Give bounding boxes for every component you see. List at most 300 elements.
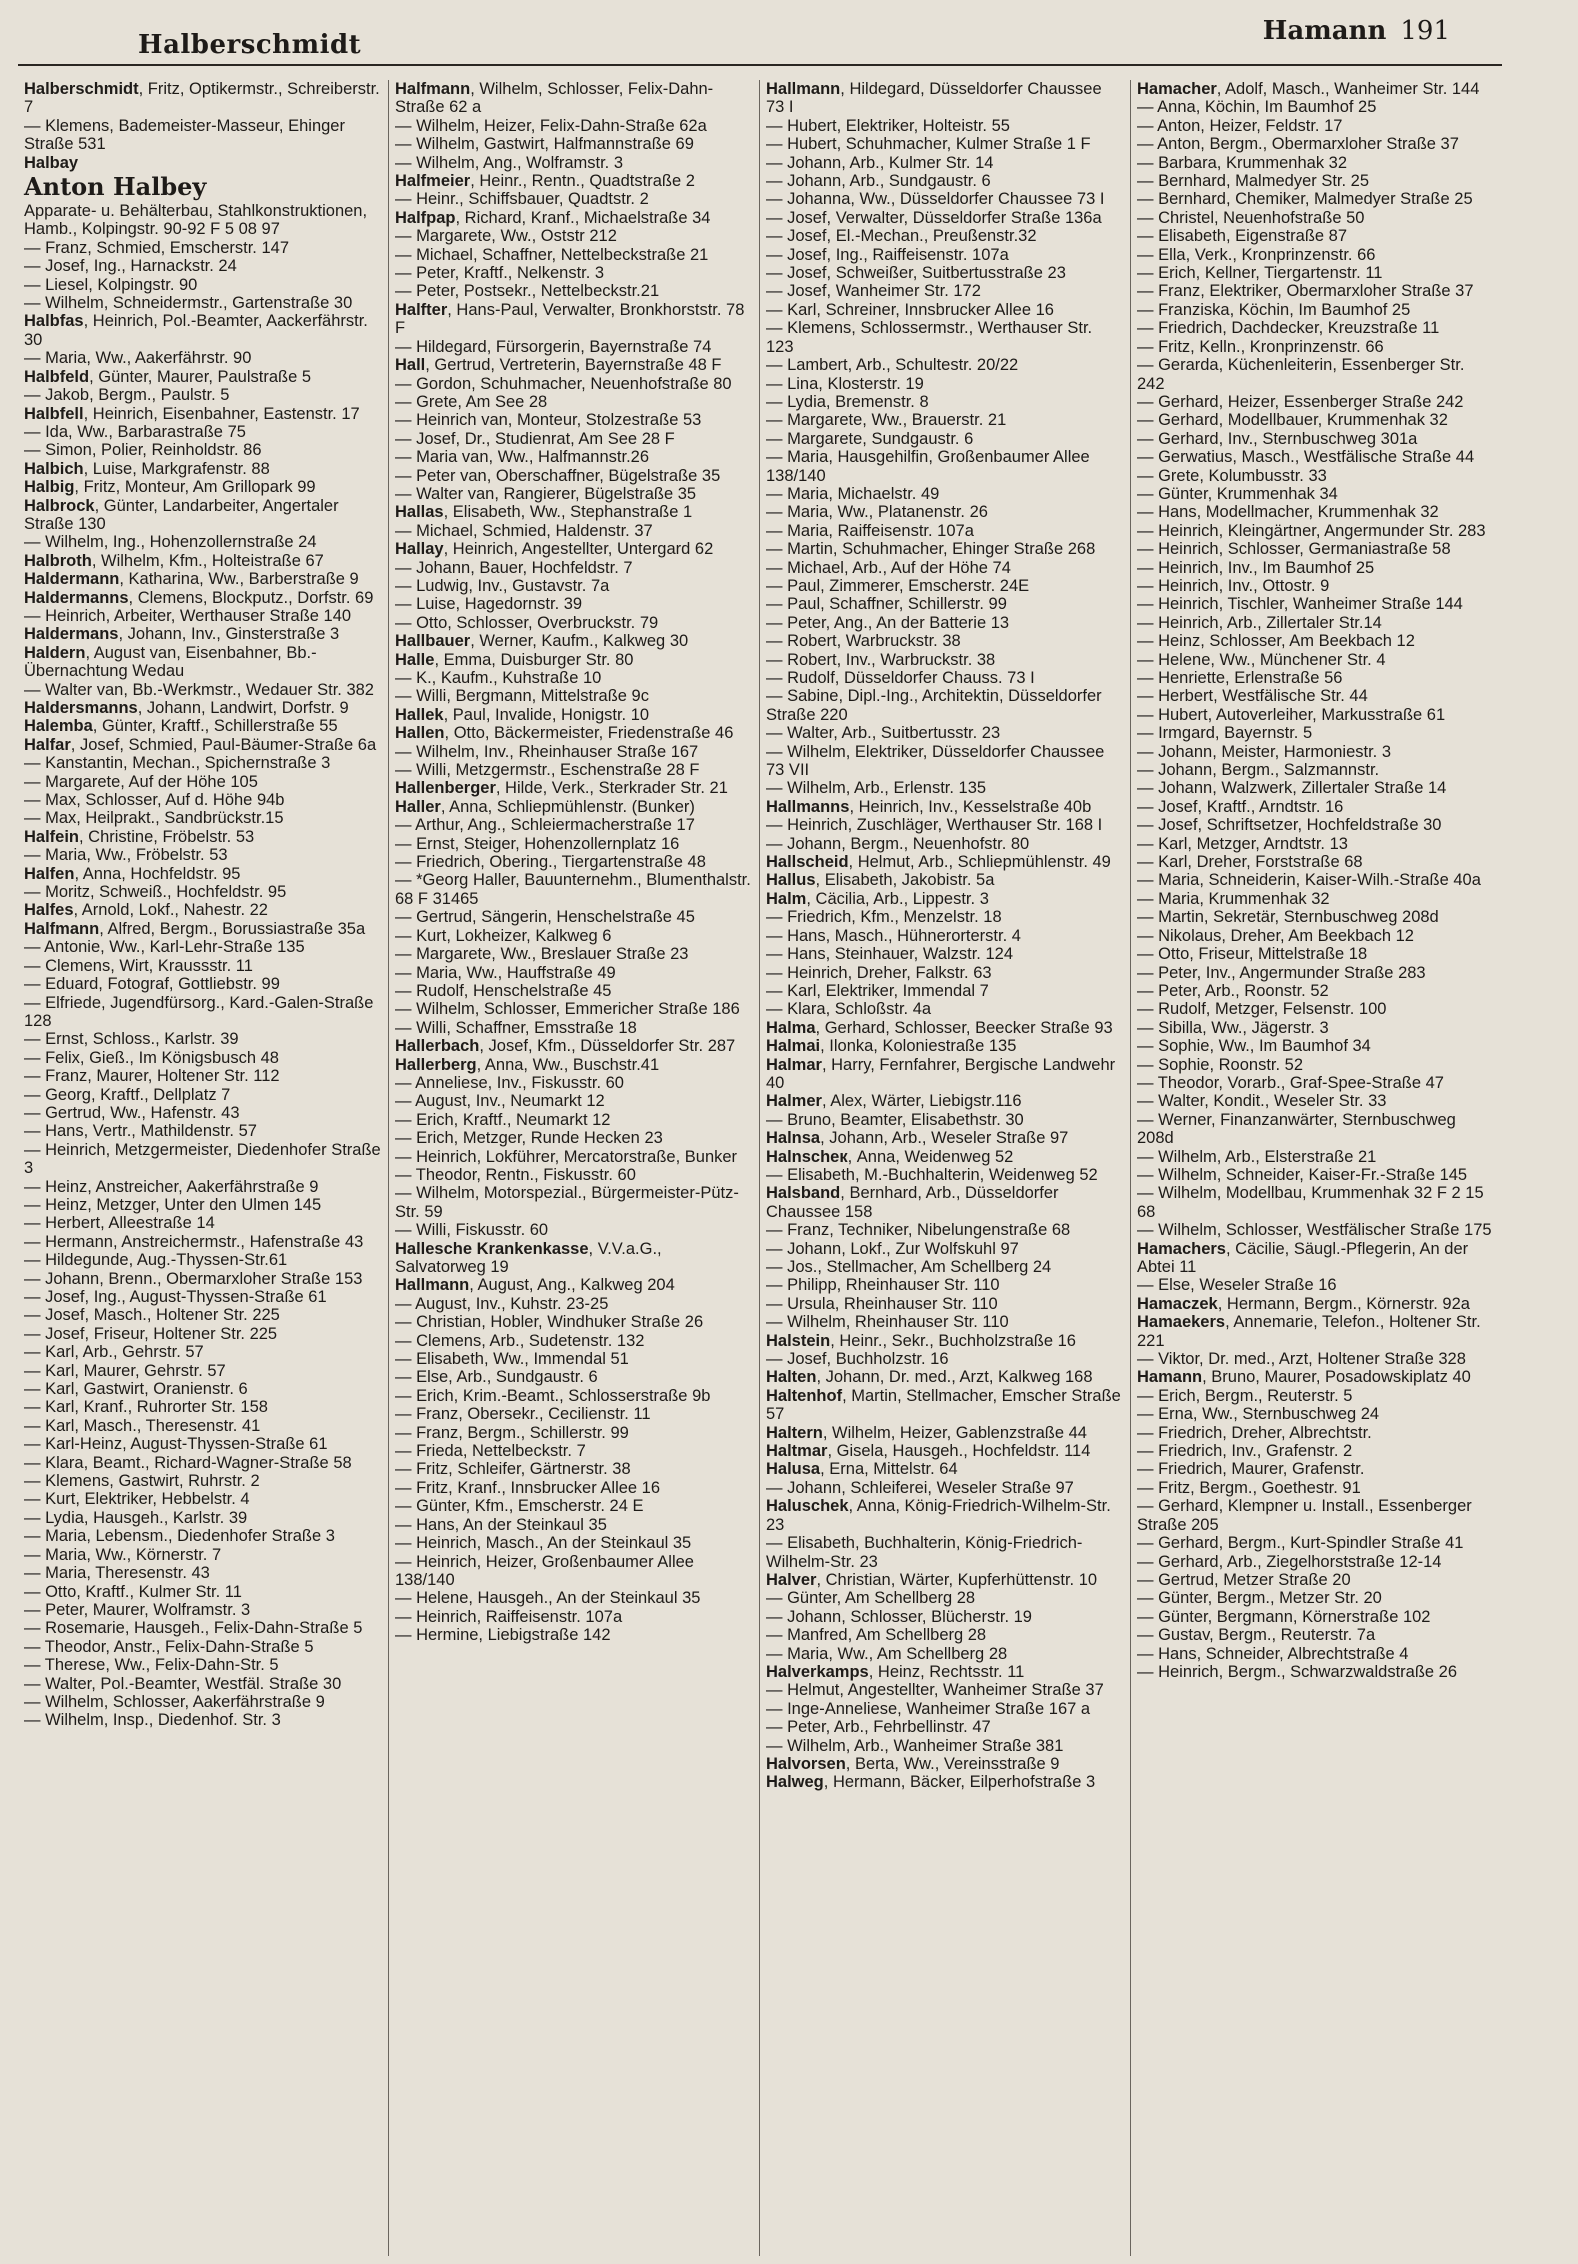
directory-entry bbox=[395, 1166, 753, 1184]
directory-entry bbox=[24, 1214, 382, 1232]
right-keyword: Hamann bbox=[1262, 16, 1387, 46]
entry-details: , Adolf, Masch., Wanheimer Str. 144 bbox=[1216, 80, 1480, 98]
directory-entry bbox=[766, 1718, 1124, 1736]
entry-details: — Josef, Ing., August-Thyssen-Straße 61 bbox=[24, 1288, 327, 1306]
entry-details: — Peter, Maurer, Wolframstr. 3 bbox=[24, 1600, 251, 1619]
directory-entry bbox=[1137, 485, 1496, 503]
entry-details: , Bruno, Maurer, Posadowskiplatz 40 bbox=[1202, 1368, 1471, 1387]
entry-surname: Hallenberger bbox=[395, 779, 496, 798]
entry-details: , Berta, Ww., Vereinsstraße 9 bbox=[845, 1754, 1060, 1773]
entry-details: — Liesel, Kolpingstr. 90 bbox=[24, 275, 198, 294]
directory-entry bbox=[24, 975, 382, 993]
directory-entry bbox=[1137, 724, 1496, 742]
entry-details: — Wilhelm, Elektriker, Düsseldorfer Chaussee 73 VII bbox=[766, 742, 1105, 780]
entry-details: , Richard, Kranf., Michaelstraße 34 bbox=[455, 208, 711, 227]
entry-details: — Rudolf, Henschelstraße 45 bbox=[395, 981, 612, 1000]
directory-entry bbox=[766, 1755, 1124, 1773]
directory-entry bbox=[1137, 577, 1496, 595]
entry-details: — Fritz, Kelln., Kronprinzenstr. 66 bbox=[1137, 337, 1384, 356]
entry-surname: Halnsa bbox=[766, 1129, 821, 1148]
entry-details: — Gerhard, Bergm., Kurt-Spindler Straße 41 bbox=[1137, 1534, 1464, 1553]
directory-entry bbox=[395, 1092, 753, 1110]
entry-details: — Günter, Am Schellberg 28 bbox=[766, 1589, 976, 1608]
directory-entry bbox=[24, 957, 382, 975]
entry-details: — Peter, Kraftf., Nelkenstr. 3 bbox=[395, 264, 605, 283]
directory-entry bbox=[766, 1442, 1124, 1460]
entry-details: — Otto, Schlosser, Overbruckstr. 79 bbox=[395, 613, 659, 632]
directory-entry bbox=[766, 559, 1124, 577]
directory-entry bbox=[766, 485, 1124, 503]
entry-details: — Heinrich, Kleingärtner, Angermunder Str. 283 bbox=[1137, 521, 1486, 540]
directory-entry bbox=[24, 423, 382, 441]
entry-details: — Jos., Stellmacher, Am Schellberg 24 bbox=[766, 1258, 1052, 1276]
directory-entry bbox=[395, 964, 753, 982]
directory-entry bbox=[1137, 632, 1496, 650]
directory-entry bbox=[1137, 1092, 1496, 1110]
entry-details: , Emma, Duisburger Str. 80 bbox=[434, 650, 634, 669]
entry-details: — Fritz, Bergm., Goethestr. 91 bbox=[1137, 1478, 1361, 1497]
directory-entry bbox=[395, 945, 753, 963]
entry-surname: Halvorsen bbox=[766, 1754, 846, 1773]
directory-entry bbox=[395, 614, 753, 632]
directory-entry bbox=[766, 80, 1124, 117]
entry-details: — Heinrich, Heizer, Großenbaumer Allee 138/140 bbox=[395, 1552, 694, 1589]
entry-details: — Grete, Kolumbusstr. 33 bbox=[1137, 466, 1327, 485]
directory-entry bbox=[766, 301, 1124, 319]
entry-details: — Bruno, Beamter, Elisabethstr. 30 bbox=[766, 1110, 1024, 1129]
entry-details: , Anna, König-Friedrich-Wilhelm-Str. 23 bbox=[766, 1497, 1111, 1534]
entry-details: — Ernst, Schloss., Karlstr. 39 bbox=[24, 1030, 239, 1049]
directory-entry bbox=[24, 172, 382, 202]
entry-details: — Sabine, Dipl.-Ing., Architektin, Düsseldorfer Straße 220 bbox=[766, 687, 1102, 724]
entry-details: — Franz, Elektriker, Obermarxloher Straße 37 bbox=[1137, 282, 1474, 301]
entry-details: — Sophie, Ww., Im Baumhof 34 bbox=[1137, 1037, 1371, 1056]
entry-surname: Halstein bbox=[766, 1331, 831, 1350]
entry-details: — Maria, Hausgehilfin, Großenbaumer Allee 138/140 bbox=[766, 448, 1090, 485]
entry-details: — Karl, Gastwirt, Oranienstr. 6 bbox=[24, 1380, 248, 1399]
directory-entry bbox=[1137, 964, 1496, 982]
entry-details: — Hildegard, Fürsorgerin, Bayernstraße 74 bbox=[395, 337, 712, 356]
right-keyword-group bbox=[1263, 16, 1450, 46]
directory-entry bbox=[24, 1343, 382, 1361]
directory-entry bbox=[24, 920, 382, 938]
directory-entry bbox=[24, 1233, 382, 1251]
entry-surname: Halfmeier bbox=[395, 172, 471, 191]
directory-entry bbox=[1137, 540, 1496, 558]
entry-surname: Halfein bbox=[24, 827, 80, 846]
directory-entry bbox=[395, 1295, 753, 1313]
entry-details: — Wilhelm, Schneidermstr., Gartenstraße 30 bbox=[24, 294, 353, 313]
directory-entry bbox=[766, 816, 1124, 834]
directory-entry bbox=[766, 1663, 1124, 1681]
entry-details: — Günter, Bergm., Metzer Str. 20 bbox=[1137, 1589, 1382, 1608]
entry-surname: Halbich bbox=[24, 459, 84, 478]
directory-entry bbox=[1137, 301, 1496, 319]
entry-details: — Henriette, Erlenstraße 56 bbox=[1137, 669, 1343, 687]
directory-entry bbox=[395, 669, 753, 687]
entry-details: , Hermann, Bergm., Körnerstr. 92a bbox=[1217, 1294, 1470, 1313]
directory-entry bbox=[24, 478, 382, 496]
directory-entry bbox=[395, 356, 753, 374]
entry-details: — Martin, Sekretär, Sternbuschweg 208d bbox=[1137, 908, 1439, 927]
directory-entry bbox=[766, 1166, 1124, 1184]
entry-details: , Gertrud, Vertreterin, Bayernstraße 48 F bbox=[425, 356, 722, 375]
entry-details: — Wilhelm, Schlosser, Aakerfährstraße 9 bbox=[24, 1692, 325, 1711]
directory-entry bbox=[395, 1019, 753, 1037]
entry-details: — Heinz, Schlosser, Am Beekbach 12 bbox=[1137, 632, 1415, 651]
entry-details: — Josef, Ing., Harnackstr. 24 bbox=[24, 257, 237, 276]
entry-details: — Wilhelm, Gastwirt, Halfmannstraße 69 bbox=[395, 135, 694, 154]
entry-details: — Franz, Obersekr., Cecilienstr. 11 bbox=[395, 1405, 651, 1424]
directory-entry bbox=[24, 1564, 382, 1582]
directory-entry bbox=[24, 1196, 382, 1214]
entry-details: , Wilhelm, Schlosser, Felix-Dahn-Straße 62 a bbox=[395, 80, 714, 117]
entry-details: — Maria, Ww., Aakerfährstr. 90 bbox=[24, 349, 252, 368]
entry-details: , Paul, Invalide, Honigstr. 10 bbox=[443, 705, 650, 724]
directory-entry bbox=[395, 485, 753, 503]
directory-entry bbox=[395, 761, 753, 779]
directory-entry bbox=[1137, 761, 1496, 779]
directory-entry bbox=[395, 1074, 753, 1092]
directory-entry bbox=[766, 1184, 1124, 1221]
entry-details: , Günter, Maurer, Paulstraße 5 bbox=[89, 367, 312, 386]
directory-entry bbox=[24, 846, 382, 864]
entry-details: — Karl, Maurer, Gehrstr. 57 bbox=[24, 1361, 226, 1380]
entry-surname: Halsband bbox=[766, 1184, 841, 1203]
directory-entry bbox=[1137, 503, 1496, 521]
entry-details: — Johann, Schleiferei, Weseler Straße 97 bbox=[766, 1478, 1074, 1497]
directory-entry bbox=[395, 246, 753, 264]
directory-entry bbox=[24, 1601, 382, 1619]
entry-details: — Ludwig, Inv., Gustavstr. 7a bbox=[395, 576, 610, 595]
entry-details: — Friedrich, Dreher, Albrechtstr. bbox=[1137, 1423, 1372, 1442]
directory-entry bbox=[24, 368, 382, 386]
entry-surname: Hamacher bbox=[1137, 80, 1217, 98]
column-1 bbox=[18, 80, 389, 2256]
entry-details: — Peter van, Oberschaffner, Bügelstraße 35 bbox=[395, 466, 721, 485]
left-keyword: Halberschmidt bbox=[138, 30, 362, 60]
entry-details: — Maria, Schneiderin, Kaiser-Wilh.-Straße 40a bbox=[1137, 871, 1481, 890]
directory-entry bbox=[24, 625, 382, 643]
entry-details: , Hilde, Verk., Sterkrader Str. 21 bbox=[495, 779, 728, 798]
directory-entry bbox=[395, 1516, 753, 1534]
entry-details: , Alfred, Bergm., Borussiastraße 35a bbox=[99, 919, 366, 938]
entry-details: , Alex, Wärter, Liebigstr.116 bbox=[821, 1092, 1022, 1111]
entry-surname: Halbfas bbox=[24, 312, 84, 331]
directory-entry bbox=[766, 1571, 1124, 1589]
entry-details: , Josef, Kfm., Düsseldorfer Str. 287 bbox=[479, 1037, 736, 1056]
directory-entry bbox=[1137, 1645, 1496, 1663]
entry-details: — Kurt, Elektriker, Hebbelstr. 4 bbox=[24, 1490, 250, 1509]
entry-surname: Hall bbox=[395, 356, 426, 375]
directory-entry bbox=[766, 1368, 1124, 1386]
directory-entry bbox=[24, 533, 382, 551]
entry-details: , Gerhard, Schlosser, Beecker Straße 93 bbox=[815, 1018, 1113, 1037]
entry-details: — Maria, Ww., Hauffstraße 49 bbox=[395, 963, 616, 982]
directory-entry bbox=[24, 1251, 382, 1269]
directory-entry bbox=[24, 294, 382, 312]
column-3 bbox=[760, 80, 1131, 2256]
entry-details: — Wilhelm, Motorspezial., Bürgermeister-Pütz-Str. 59 bbox=[395, 1184, 739, 1221]
directory-entry bbox=[24, 828, 382, 846]
entry-details: — Maria, Theresenstr. 43 bbox=[24, 1564, 210, 1583]
entry-details: , Harry, Fernfahrer, Bergische Landwehr 40 bbox=[766, 1055, 1116, 1092]
entry-details: — Maria van, Ww., Halfmannstr.26 bbox=[395, 448, 650, 467]
entry-details: — Johann, Bergm., Salzmannstr. bbox=[1137, 761, 1380, 780]
directory-entry bbox=[395, 1037, 753, 1055]
directory-entry bbox=[766, 1350, 1124, 1368]
entry-details: — Hubert, Schuhmacher, Kulmer Straße 1 F bbox=[766, 135, 1091, 154]
entry-details: — Friedrich, Obering., Tiergartenstraße 48 bbox=[395, 853, 706, 872]
entry-details: , Johann, Arb., Weseler Straße 97 bbox=[820, 1129, 1069, 1148]
directory-entry bbox=[1137, 448, 1496, 466]
entry-details: — Anton, Bergm., Obermarxloher Straße 37 bbox=[1137, 135, 1459, 154]
directory-entry bbox=[1137, 1553, 1496, 1571]
directory-entry bbox=[24, 901, 382, 919]
entry-details: — Margarete, Auf der Höhe 105 bbox=[24, 772, 258, 791]
directory-entry bbox=[24, 1619, 382, 1637]
entry-details: , Johann, Landwirt, Dorfstr. 9 bbox=[137, 699, 349, 717]
entry-details: — Heinrich, Dreher, Falkstr. 63 bbox=[766, 963, 992, 982]
directory-entry bbox=[766, 614, 1124, 632]
directory-entry bbox=[395, 1240, 753, 1277]
directory-entry bbox=[766, 1737, 1124, 1755]
directory-entry bbox=[24, 1435, 382, 1453]
entry-details: , Günter, Kraftf., Schillerstraße 55 bbox=[92, 717, 338, 736]
directory-entry bbox=[395, 1148, 753, 1166]
entry-details: , Christine, Fröbelstr. 53 bbox=[79, 827, 255, 846]
entry-details: — Walter van, Bb.-Werkmstr., Wedauer Str. 382 bbox=[24, 680, 374, 699]
directory-entry bbox=[24, 1546, 382, 1564]
entry-details: — Josef, Buchholzstr. 16 bbox=[766, 1350, 949, 1369]
directory-entry bbox=[24, 1583, 382, 1601]
entry-details: , Heinrich, Angestellter, Untergard 62 bbox=[443, 540, 714, 559]
entry-details: — Lina, Klosterstr. 19 bbox=[766, 374, 924, 393]
directory-entry bbox=[395, 1056, 753, 1074]
directory-entry bbox=[766, 356, 1124, 374]
directory-entry bbox=[24, 80, 382, 117]
directory-entry bbox=[766, 853, 1124, 871]
directory-entry bbox=[766, 871, 1124, 889]
directory-entry bbox=[24, 1325, 382, 1343]
entry-surname: Halver bbox=[766, 1570, 817, 1589]
directory-entry bbox=[395, 1442, 753, 1460]
directory-entry bbox=[24, 1527, 382, 1545]
entry-details: — Felix, Gieß., Im Königsbusch 48 bbox=[24, 1048, 279, 1067]
entry-details: , Heinrich, Inv., Kesselstraße 40b bbox=[849, 797, 1092, 816]
entry-details: — Josef, Wanheimer Str. 172 bbox=[766, 282, 981, 301]
entry-details: , Johann, Inv., Ginsterstraße 3 bbox=[118, 625, 340, 644]
directory-entry bbox=[1137, 1276, 1496, 1294]
directory-entry bbox=[24, 1067, 382, 1085]
directory-entry bbox=[1137, 945, 1496, 963]
directory-entry bbox=[24, 589, 382, 607]
entry-surname: Halverkamps bbox=[766, 1662, 869, 1681]
directory-entry bbox=[1137, 1295, 1496, 1313]
directory-entry bbox=[395, 430, 753, 448]
entry-details: — *Georg Haller, Bauunternehm., Blumenthalstr. 68 F 31465 bbox=[395, 871, 751, 908]
directory-entry bbox=[1137, 982, 1496, 1000]
directory-entry bbox=[395, 227, 753, 245]
entry-surname: Halten bbox=[766, 1368, 817, 1387]
directory-entry bbox=[1137, 1111, 1496, 1148]
directory-entry bbox=[1137, 927, 1496, 945]
entry-details: — Elisabeth, Buchhalterin, König-Friedrich-Wilhelm-Str. 23 bbox=[766, 1534, 1083, 1571]
directory-entry bbox=[1137, 1037, 1496, 1055]
directory-entry bbox=[766, 1460, 1124, 1478]
entry-details: , Annemarie, Telefon., Holtener Str. 221 bbox=[1137, 1313, 1481, 1350]
entry-details: — Margarete, Ww., Oststr 212 bbox=[395, 227, 617, 246]
entry-details: , Josef, Schmied, Paul-Bäumer-Straße 6a bbox=[70, 735, 377, 754]
directory-entry bbox=[1137, 1424, 1496, 1442]
directory-entry bbox=[1137, 338, 1496, 356]
directory-entry bbox=[766, 1000, 1124, 1018]
entry-surname: Hallbauer bbox=[395, 632, 471, 651]
entry-surname: Haldermans bbox=[24, 625, 119, 644]
entry-details: — Karl-Heinz, August-Thyssen-Straße 61 bbox=[24, 1435, 328, 1454]
directory-entry bbox=[395, 1534, 753, 1552]
entry-details: — Helene, Ww., Münchener Str. 4 bbox=[1137, 650, 1386, 669]
directory-entry bbox=[766, 1589, 1124, 1607]
entry-details: — K., Kaufm., Kuhstraße 10 bbox=[395, 669, 602, 687]
entry-details: — Therese, Ww., Felix-Dahn-Str. 5 bbox=[24, 1656, 279, 1675]
entry-details: — Paul, Zimmerer, Emscherstr. 24E bbox=[766, 576, 1030, 595]
directory-entry bbox=[24, 1693, 382, 1711]
entry-details: — Wilhelm, Schlosser, Westfälischer Straße 175 bbox=[1137, 1221, 1492, 1240]
entry-details: — Wilhelm, Ing., Hohenzollernstraße 24 bbox=[24, 533, 317, 552]
entry-surname: Halbfeld bbox=[24, 367, 90, 386]
entry-details: , Heinrich, Pol.-Beamter, Aackerfährstr. 30 bbox=[24, 312, 368, 349]
directory-entry bbox=[395, 172, 753, 190]
directory-entry bbox=[24, 938, 382, 956]
directory-entry bbox=[395, 393, 753, 411]
directory-entry bbox=[1137, 1184, 1496, 1221]
entry-details: — Luise, Hagedornstr. 39 bbox=[395, 595, 583, 614]
directory-entry bbox=[395, 798, 753, 816]
entry-details: — Maria, Ww., Platanenstr. 26 bbox=[766, 503, 988, 522]
directory-entry bbox=[766, 154, 1124, 172]
entry-details: — Anneliese, Inv., Fiskusstr. 60 bbox=[395, 1073, 624, 1092]
entry-surname: Haller bbox=[395, 797, 441, 816]
directory-entry bbox=[24, 809, 382, 827]
entry-surname: Haltern bbox=[766, 1423, 823, 1442]
column-4 bbox=[1131, 80, 1502, 2256]
entry-details: — Erich, Krim.-Beamt., Schlosserstraße 9b bbox=[395, 1386, 711, 1405]
entry-details: — Wilhelm, Arb., Wanheimer Straße 381 bbox=[766, 1736, 1064, 1755]
entry-details: — Gerhard, Inv., Sternbuschweg 301a bbox=[1137, 429, 1418, 448]
entry-surname: Halma bbox=[766, 1018, 816, 1037]
directory-entry bbox=[766, 1092, 1124, 1110]
entry-details: — Rosemarie, Hausgeh., Felix-Dahn-Straße 5 bbox=[24, 1619, 363, 1638]
directory-entry bbox=[24, 754, 382, 772]
entry-surname: Halbroth bbox=[24, 551, 92, 570]
directory-entry bbox=[395, 540, 753, 558]
directory-entry bbox=[1137, 1405, 1496, 1423]
directory-entry bbox=[24, 1509, 382, 1527]
directory-entry bbox=[395, 835, 753, 853]
entry-details: — Christel, Neuenhofstraße 50 bbox=[1137, 208, 1365, 227]
directory-entry bbox=[24, 441, 382, 459]
directory-entry bbox=[766, 1645, 1124, 1663]
entry-details: — Maria, Raiffeisenstr. 107a bbox=[766, 521, 974, 540]
directory-entry bbox=[395, 687, 753, 705]
directory-entry bbox=[395, 1313, 753, 1331]
entry-details: , Elisabeth, Ww., Stephanstraße 1 bbox=[443, 503, 693, 522]
directory-entry bbox=[24, 1030, 382, 1048]
entry-details: — Gertrud, Metzer Straße 20 bbox=[1137, 1570, 1351, 1589]
directory-entry bbox=[766, 1332, 1124, 1350]
directory-entry bbox=[395, 1460, 753, 1478]
directory-entry bbox=[395, 1368, 753, 1386]
entry-surname: Haldersmanns bbox=[24, 699, 138, 717]
entry-details: — Elisabeth, M.-Buchhalterin, Weidenweg 52 bbox=[766, 1165, 1098, 1184]
entry-details: , Anna, Hochfeldstr. 95 bbox=[74, 864, 241, 883]
entry-surname: Halmai bbox=[766, 1037, 821, 1056]
entry-details: — Johann, Walzwerk, Zillertaler Straße 14 bbox=[1137, 779, 1447, 798]
entry-details: — Maria, Ww., Fröbelstr. 53 bbox=[24, 846, 228, 865]
directory-entry bbox=[766, 1258, 1124, 1276]
entry-details: — Frieda, Nettelbeckstr. 7 bbox=[395, 1442, 586, 1461]
directory-entry bbox=[766, 1626, 1124, 1644]
entry-details: — Else, Weseler Straße 16 bbox=[1137, 1276, 1337, 1295]
entry-surname: Haltmar bbox=[766, 1442, 828, 1461]
directory-entry bbox=[1137, 1387, 1496, 1405]
entry-details: — Johann, Lokf., Zur Wolfskuhl 97 bbox=[766, 1239, 1019, 1258]
entry-details: — Gustav, Bergm., Reuterstr. 7a bbox=[1137, 1626, 1376, 1645]
entry-details: — Klara, Schloßstr. 4a bbox=[766, 1000, 932, 1019]
entry-details: , Ilonka, Koloniestraße 135 bbox=[820, 1037, 1017, 1056]
directory-entry bbox=[1137, 1368, 1496, 1386]
directory-entry bbox=[1137, 246, 1496, 264]
directory-entry bbox=[766, 246, 1124, 264]
entry-details: , Fritz, Optikermstr., Schreiberstr. 7 bbox=[24, 80, 380, 117]
directory-entry bbox=[24, 154, 382, 172]
entry-details: , Otto, Bäckermeister, Friedenstraße 46 bbox=[444, 724, 734, 743]
entry-details: , Anna, Weidenweg 52 bbox=[847, 1147, 1014, 1166]
directory-entry bbox=[766, 1240, 1124, 1258]
entry-details: — Erich, Kellner, Tiergartenstr. 11 bbox=[1137, 264, 1383, 283]
entry-details: — Hans, Vertr., Mathildenstr. 57 bbox=[24, 1122, 257, 1141]
entry-details: — Ella, Verk., Kronprinzenstr. 66 bbox=[1137, 245, 1376, 264]
directory-entry bbox=[395, 1589, 753, 1607]
directory-entry bbox=[1137, 319, 1496, 337]
entry-details: — Else, Arb., Sundgaustr. 6 bbox=[395, 1368, 598, 1387]
entry-details: , Anna, Ww., Buschstr.41 bbox=[476, 1055, 660, 1074]
entry-details: — Heinrich, Metzgermeister, Diedenhofer Straße 3 bbox=[24, 1140, 381, 1178]
directory-entry bbox=[395, 264, 753, 282]
directory-entry bbox=[1137, 1608, 1496, 1626]
directory-entry bbox=[766, 1148, 1124, 1166]
entry-details: — Nikolaus, Dreher, Am Beekbach 12 bbox=[1137, 926, 1414, 945]
directory-columns bbox=[18, 80, 1502, 2256]
directory-entry bbox=[395, 853, 753, 871]
entry-details: — Gertrud, Sängerin, Henschelstraße 45 bbox=[395, 908, 695, 927]
entry-details: — Karl, Kranf., Ruhrorter Str. 158 bbox=[24, 1398, 268, 1417]
directory-entry bbox=[24, 1398, 382, 1416]
entry-surname: Halfes bbox=[24, 901, 74, 920]
directory-entry bbox=[766, 1037, 1124, 1055]
entry-details: — Wilhelm, Heizer, Felix-Dahn-Straße 62a bbox=[395, 116, 707, 135]
entry-details: — Hildegunde, Aug.-Thyssen-Str.61 bbox=[24, 1251, 288, 1270]
entry-details: , Arnold, Lokf., Nahestr. 22 bbox=[73, 901, 268, 920]
entry-surname: Hallay bbox=[395, 540, 444, 559]
entry-details: — Peter, Ang., An der Batterie 13 bbox=[766, 613, 1010, 632]
entry-details: — Franz, Maurer, Holtener Str. 112 bbox=[24, 1067, 280, 1086]
page-header bbox=[0, 0, 1578, 68]
directory-entry bbox=[766, 1479, 1124, 1497]
directory-entry bbox=[395, 559, 753, 577]
directory-entry bbox=[1137, 1589, 1496, 1607]
